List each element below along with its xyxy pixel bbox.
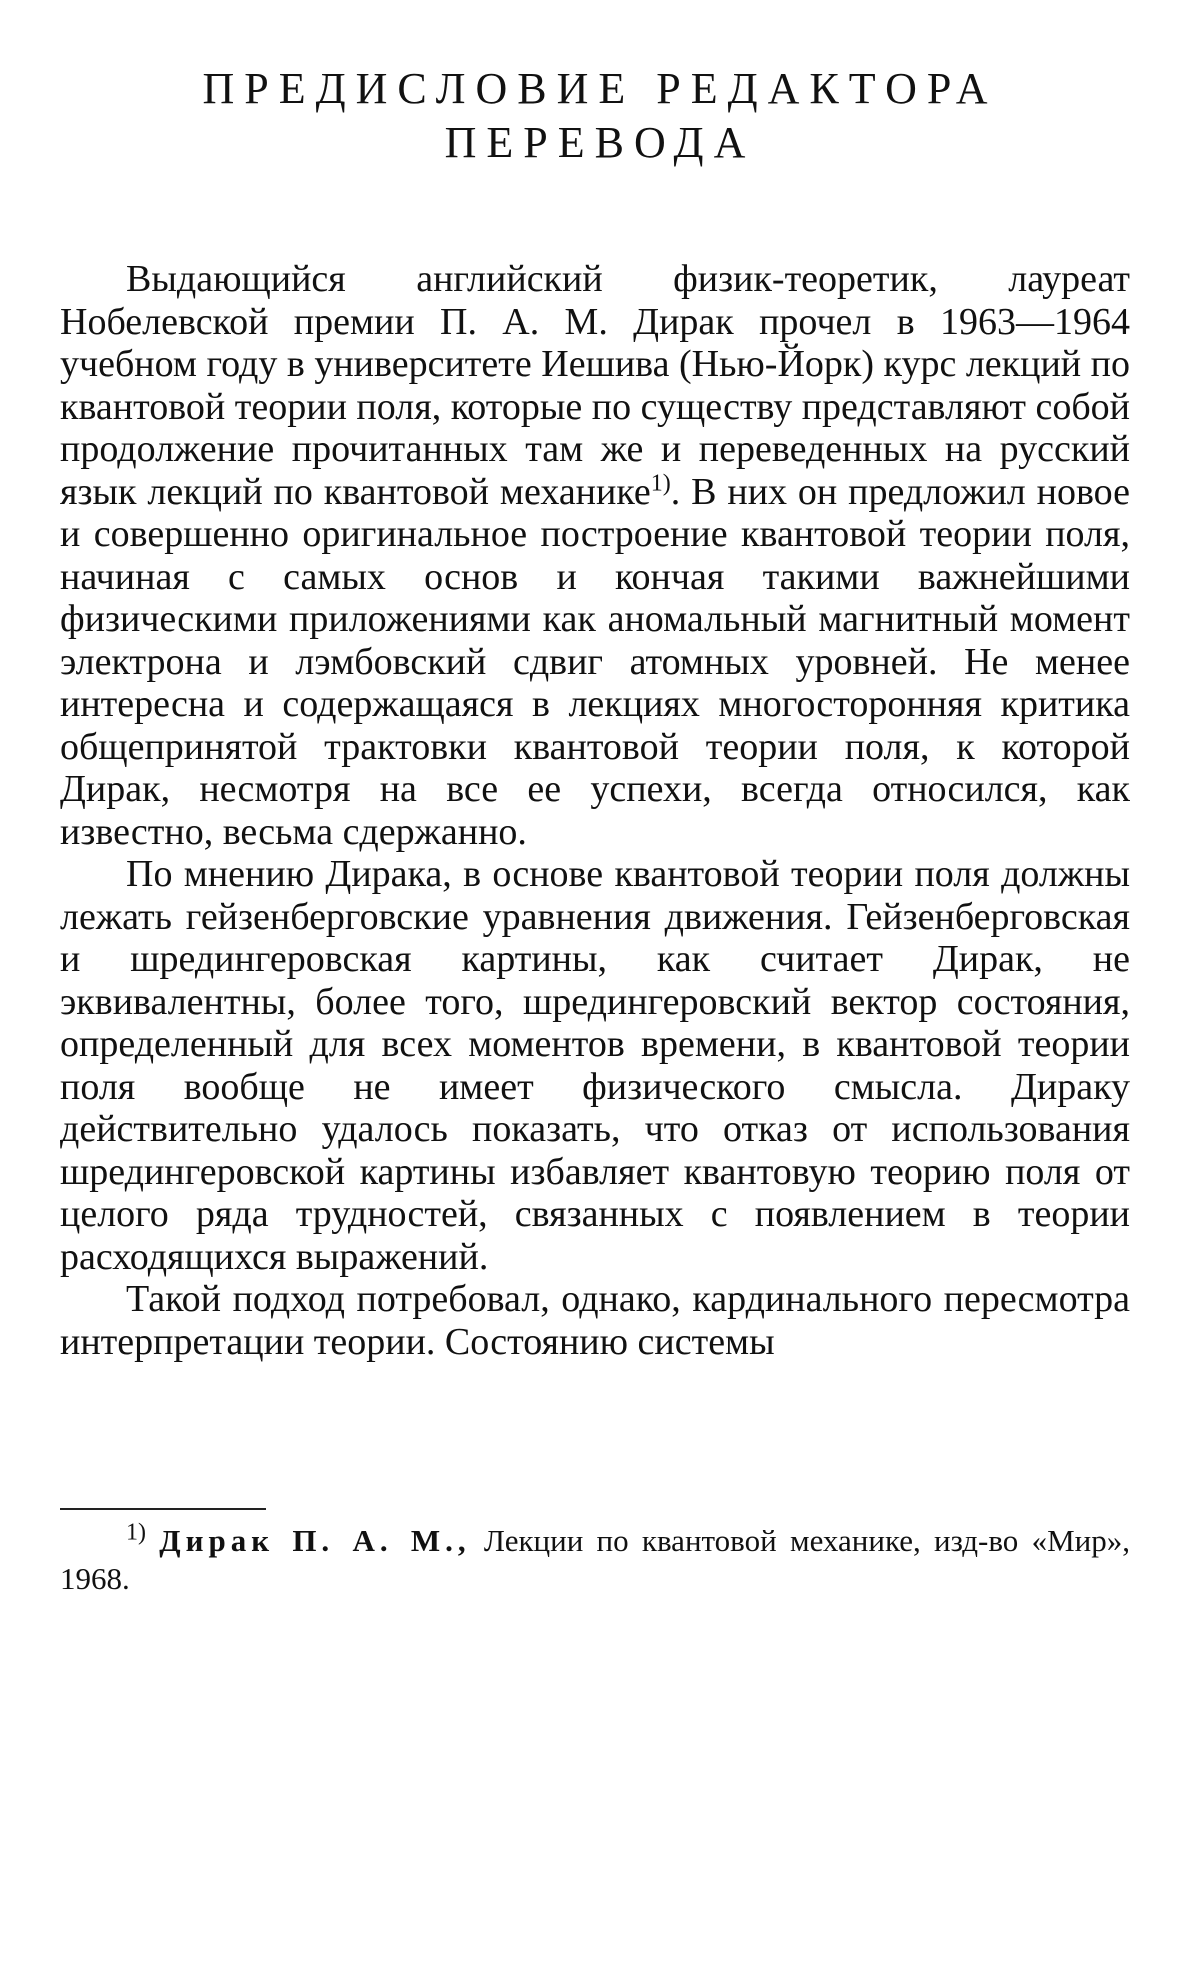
- footnote-author: Дирак П. А. М.,: [159, 1523, 471, 1558]
- footnote-mark: 1): [126, 1519, 146, 1546]
- page-title-line-2: ПЕРЕВОДА: [444, 118, 756, 167]
- footnote-reference: 1): [650, 469, 671, 496]
- page-title-line-1: ПРЕДИСЛОВИЕ РЕДАКТОРА: [202, 64, 998, 113]
- footnote-divider: [60, 1508, 266, 1510]
- main-text: [60, 258, 1130, 1363]
- paragraph-3: Такой подход потребовал, однако, кардинального пересмотра интерпретации теории. Состоянию системы: [60, 1278, 1130, 1363]
- paragraph-1: [60, 258, 1130, 853]
- paragraph-1-text: Выдающийся английский физик-теоретик, лауреат Нобелевской премии П. А. М. Дирак прочел в 1963—1964 учебном году в университете Иешива (Нью-Йорк) курс лекций по квантовой теории поля, которые по существу представляют собой продолжение прочитанных там же и переведенных на русский язык лекций по квантовой механике: [60, 258, 1130, 513]
- footnote: [60, 1519, 1130, 1598]
- paragraph-2: По мнению Дирака, в основе квантовой теории поля должны лежать гейзенберговские уравнения движения. Гейзенберговская и шредингеровская картины, как считает Дирак, не эквивалентны, более того, шредингеровский вектор состояния, определенный для всех моментов времени, в квантовой теории поля вообще не имеет физического смысла. Дираку действительно удалось показать, что отказ от использования шредингеровской картины избавляет квантовую теорию поля от целого ряда трудностей, связанных с появлением в теории расходящихся выражений.: [60, 853, 1130, 1278]
- footnote-text: Лекции по квантовой механике, изд-во «Мир», 1968.: [60, 1523, 1130, 1596]
- paragraph-1-continuation: . В них он предложил новое и совершенно оригинальное построение квантовой теории поля, начиная с самых основ и кончая такими важнейшими физическими приложениями как аномальный магнитный момент электрона и лэмбовский сдвиг атомных уровней. Не менее интересна и содержащаяся в лекциях многосторонняя критика общепринятой трактовки квантовой теории поля, к которой Дирак, несмотря на все ее успехи, всегда относился, как известно, весьма сдержанно.: [60, 470, 1130, 853]
